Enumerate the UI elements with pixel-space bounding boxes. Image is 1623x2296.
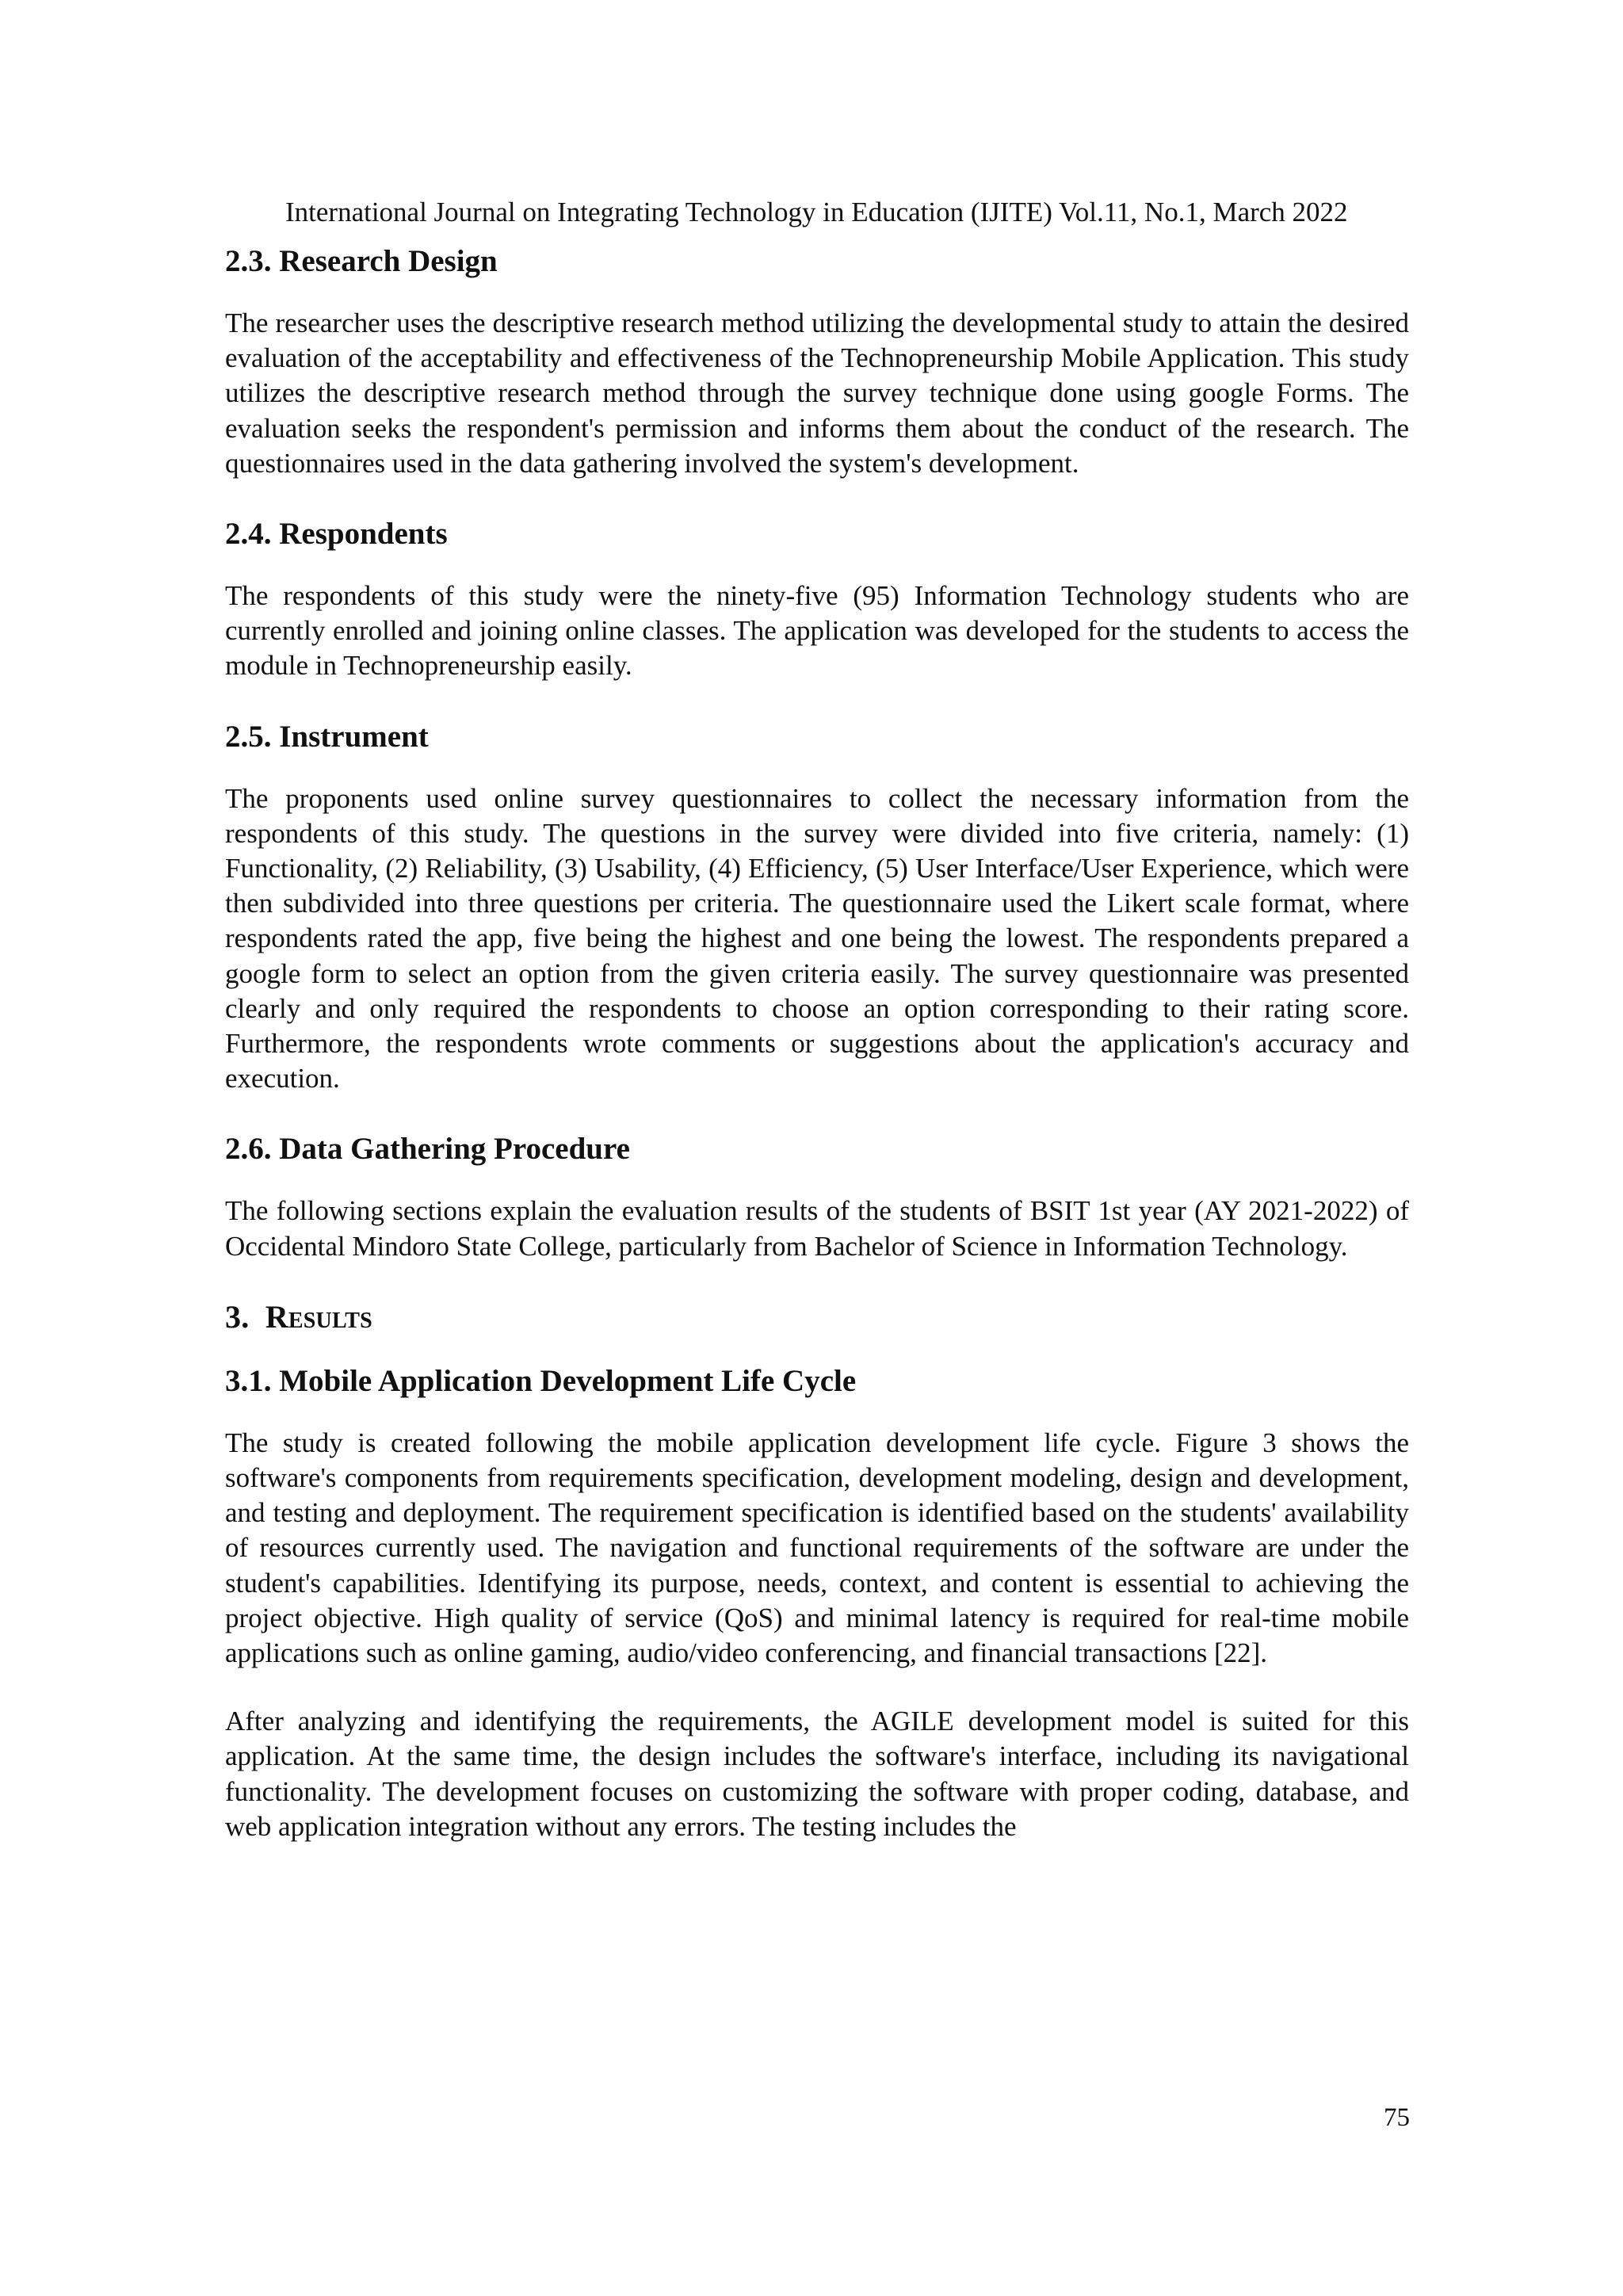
paragraph-research-design: The researcher uses the descriptive research method utilizing the developmental study to attain the desired evaluation of the acceptability and effectiveness of the Technopreneurship Mobile Application. This study utilizes the descriptive research method through the survey technique done using google Forms. The evaluation seeks the respondent's permission and informs them about the conduct of the research. The questionnaires used in the data gathering involved the system's development.	[225, 308, 1409, 479]
paragraph-data-gathering: The following sections explain the evaluation results of the students of BSIT 1st year (AY 2021-2022) of Occidental Mindoro State College, particularly from Bachelor of Science in Information Technology.	[225, 1195, 1409, 1262]
paragraph-respondents: The respondents of this study were the ninety-five (95) Information Technology students who are currently enrolled and joining online classes. The application was developed for the students to access the module in Technopreneurship easily.	[225, 580, 1409, 682]
running-header: International Journal on Integrating Technology in Education (IJITE) Vol.11, No.1, March 2022	[285, 197, 1348, 227]
heading-respondents: 2.4. Respondents	[225, 517, 448, 552]
page-number: 75	[1384, 2103, 1410, 2132]
heading-data-gathering: 2.6. Data Gathering Procedure	[225, 1132, 630, 1167]
paragraph-instrument: The proponents used online survey questionnaires to collect the necessary information from the respondents of this study. The questions in the survey were divided into five criteria, namely: (1) Functionality, (2) Reliability, (3) Usability, (4) Efficiency, (5) User Interface/User Experience, which were then subdivided into three questions per criteria. The questionnaire used the Likert scale format, where respondents rated the app, five being the highest and one being the lowest. The respondents prepared a google form to select an option from the given criteria easily. The survey questionnaire was presented clearly and only required the respondents to choose an option corresponding to their rating score. Furthermore, the respondents wrote comments or suggestions about the application's accuracy and execution.	[225, 782, 1409, 1095]
heading-research-design: 2.3. Research Design	[225, 244, 498, 278]
heading-madlc: 3.1. Mobile Application Development Life Cycle	[225, 1363, 857, 1398]
section-title: Results	[265, 1298, 372, 1335]
heading-instrument: 2.5. Instrument	[225, 719, 429, 754]
heading-results	[225, 1297, 1409, 1337]
section-number: 3.	[225, 1298, 250, 1335]
paragraph-madlc-2: After analyzing and identifying the requirements, the AGILE development model is suited for this application. At the same time, the design includes the software's interface, including its navigational functionality. The development focuses on customizing the software with proper coding, database, and web application integration without any errors. The testing includes the	[225, 1706, 1409, 1842]
paragraph-madlc-1: The study is created following the mobile application development life cycle. Figure 3 shows the software's components from requirements specification, development modeling, design and development, and testing and deployment. The requirement specification is identified based on the students' availability of resources currently used. The navigation and functional requirements of the software are under the student's capabilities. Identifying its purpose, needs, context, and content is essential to achieving the project objective. High quality of service (QoS) and minimal latency is required for real-time mobile applications such as online gaming, audio/video conferencing, and financial transactions [22].	[225, 1427, 1409, 1669]
article-body	[225, 242, 1409, 1878]
